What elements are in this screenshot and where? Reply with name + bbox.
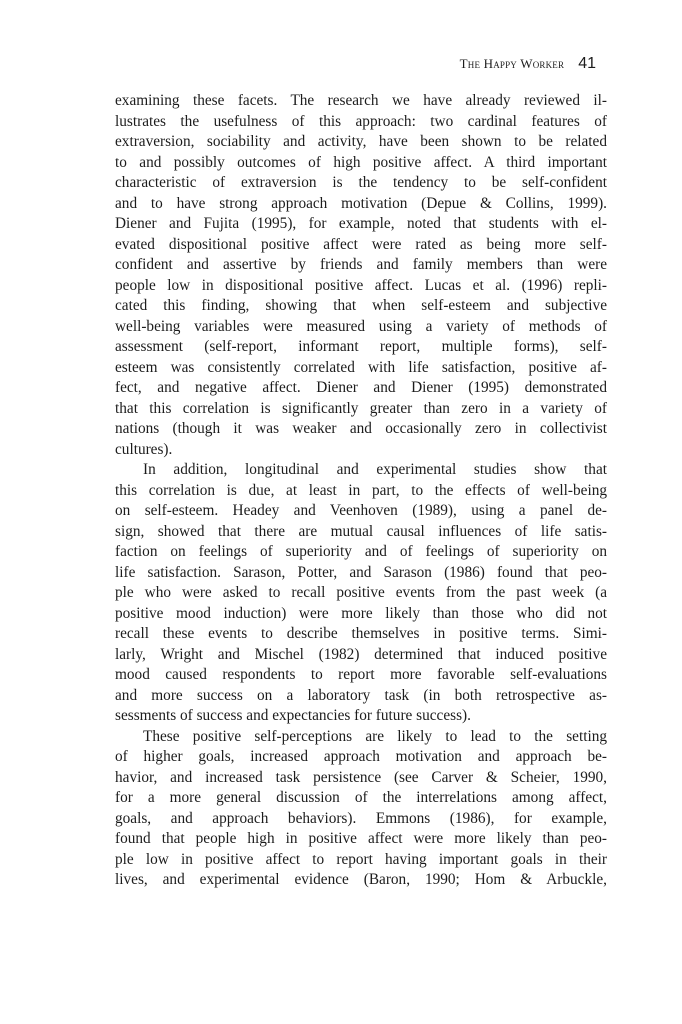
text-line: esteem was consistently correlated with life satisfaction, positive af- <box>115 358 607 376</box>
text-line: to and possibly outcomes of high positive affect. A third important <box>115 153 607 171</box>
text-line: assessment (self-report, informant report, multiple forms), self- <box>115 338 607 355</box>
text-line: cultures). <box>115 440 173 458</box>
paragraph <box>115 727 607 891</box>
text-line: nations (though it was weaker and occasionally zero in collectivist <box>115 420 607 437</box>
text-line: life satisfaction. Sarason, Potter, and Sarason (1986) found that peo- <box>115 563 607 581</box>
text-line: faction on feelings of superiority and of feelings of superiority on <box>115 543 607 560</box>
page-number: 41 <box>578 55 596 72</box>
text-line: people low in dispositional positive affect. Lucas et al. (1996) repli- <box>115 276 607 294</box>
text-line: recall these events to describe themselves in positive terms. Simi- <box>115 625 607 642</box>
text-line: positive mood induction) were more likely than those who did not <box>115 604 607 622</box>
text-line: that this correlation is significantly greater than zero in a variety of <box>115 399 607 417</box>
text-line: of higher goals, increased approach motivation and approach be- <box>115 748 607 765</box>
text-line: on self-esteem. Headey and Veenhoven (1989), using a panel de- <box>115 502 607 519</box>
text-line: havior, and increased task persistence (see Carver & Scheier, 1990, <box>115 768 607 786</box>
paragraph <box>115 91 607 460</box>
running-title: The Happy Worker <box>459 56 565 71</box>
text-line: In addition, longitudinal and experimental studies show that <box>143 461 607 478</box>
text-line: ple low in positive affect to report having important goals in their <box>115 850 607 868</box>
text-line: These positive self-perceptions are likely to lead to the setting <box>143 727 607 745</box>
text-line: evated dispositional positive affect were rated as being more self- <box>115 235 607 253</box>
text-line: ple who were asked to recall positive events from the past week (a <box>115 584 607 601</box>
text-line: sessments of success and expectancies for future success). <box>115 707 471 724</box>
text-line: mood caused respondents to report more favorable self-evaluations <box>115 666 607 683</box>
text-line: lives, and experimental evidence (Baron, 1990; Hom & Arbuckle, <box>115 871 607 888</box>
text-line: examining these facets. The research we have already reviewed il- <box>115 92 607 109</box>
text-line: and more success on a laboratory task (in both retrospective as- <box>115 686 607 704</box>
text-line: sign, showed that there are mutual causal influences of life satis- <box>115 522 607 540</box>
text-line: fect, and negative affect. Diener and Diener (1995) demonstrated <box>115 379 607 396</box>
text-line: well-being variables were measured using a variety of methods of <box>115 317 607 335</box>
text-line: extraversion, sociability and activity, have been shown to be related <box>115 133 607 150</box>
text-line: lustrates the usefulness of this approach: two cardinal features of <box>115 112 607 130</box>
text-line: and to have strong approach motivation (Depue & Collins, 1999). <box>115 194 607 212</box>
body-text <box>115 91 607 891</box>
text-line: confident and assertive by friends and family members than were <box>115 256 607 273</box>
text-line: cated this finding, showing that when self-esteem and subjective <box>115 297 607 314</box>
text-line: for a more general discussion of the interrelations among affect, <box>115 789 607 806</box>
text-line: goals, and approach behaviors). Emmons (1986), for example, <box>115 809 607 827</box>
text-line: larly, Wright and Mischel (1982) determined that induced positive <box>115 645 607 663</box>
text-line: Diener and Fujita (1995), for example, noted that students with el- <box>115 215 607 232</box>
running-head <box>460 55 596 73</box>
paragraph <box>115 460 607 727</box>
text-line: characteristic of extraversion is the tendency to be self-confident <box>115 174 607 191</box>
text-line: this correlation is due, at least in part, to the effects of well-being <box>115 481 607 499</box>
text-line: found that people high in positive affect were more likely than peo- <box>115 830 607 847</box>
